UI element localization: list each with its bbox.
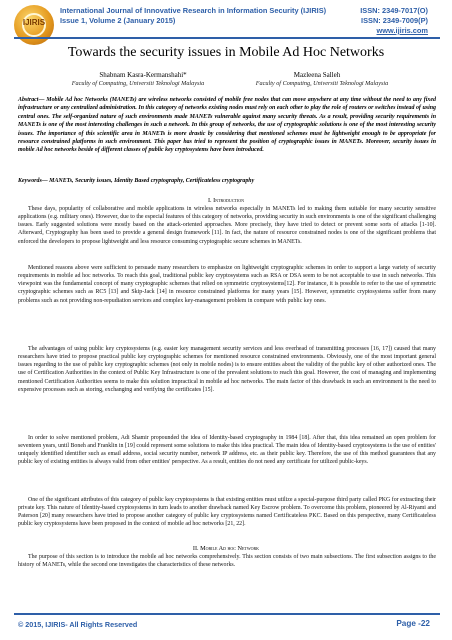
author-affiliation-1: Faculty of Computing, Universiti Teknologi Malaysia bbox=[71, 80, 205, 87]
page-footer bbox=[0, 613, 452, 640]
journal-name: International Journal of Innovative Research in Information Security (IJIRIS) bbox=[60, 6, 327, 15]
logo-text: IJIRIS bbox=[22, 18, 46, 27]
keywords: Keywords— MANETs, Security issues, Identity Based cryptography, Certificateless cryptography bbox=[18, 178, 255, 184]
journal-website-link[interactable]: www.ijiris.com bbox=[376, 26, 428, 35]
body-paragraph: One of the significant attributes of this category of public key cryptosystems is that existing entities must utilize a special-purpose third party called PKG for extracting their private key. This nature of Identity-based cryptosystems in turn leads to another drawback named Key Escrow problem. To overcome this problem, pioneered by Al-Riyami and Paterson [20] many researchers have tried to propose another category of public key cryptosystems named Certificateless PKC. Based on this perspective, many Certificateless public key cryptosystems have been proposed in the context of mobile ad hoc networks [21, 22]. bbox=[18, 497, 436, 528]
footer-divider bbox=[14, 613, 440, 615]
body-paragraph: In order to solve mentioned problem, Adi Shamir propounded the idea of Identity-based cryptography in 1984 [18]. After that, this idea remained an open problem for seventeen years, until Boneh and Franklin in [19] could represent some solutions to make this idea practical. The main idea of Identity-based cryptosystems is the use of entities' uniquely identified identifier such as email address, social security number, network IP address, etc. as their public key. Therefore, the use of this method guarantees that any public key of existing entities is always valid from other entities' perspective. As a result, entities do not need any certificate for utilized public-keys. bbox=[18, 435, 436, 466]
author-name-1: Shabnam Kasra-Kermanshahi* bbox=[99, 71, 187, 79]
abstract: Abstract— Mobile Ad hoc Networks (MANETs) are wireless networks consisted of mobile free nodes that can move anywhere at any time without the need to any fixed infrastructure or any centralized administration. In this category of networks existing nodes must rely on each other to play the role of routers or switches instead of using central ones. The self-organized nature of such environments made MANETs vulnerable against many security threats. As a result, providing security requirements in MANETs is one of the most interesting challenges in such a network. In this group of networks, the use of cryptographic solutions is one of the most interesting security issues. The importance of this scientific area in MANETs is more drastic by considering that mentioned schemes must be lightweight enough to be appropriate for resource constrained platforms in such environment. This paper has tried to represent the position of cryptographic issues in MANETs. Moreover, security issues in mobile Ad hoc networks beside of different classes of public key cryptosystems have been introduced. bbox=[18, 97, 436, 154]
section-heading-introduction: I. Introduction bbox=[207, 197, 245, 204]
body-paragraph: Mentioned reasons above were sufficient to persuade many researchers to emphasize on lightweight cryptographic schemes in order to support a large variety of security requirements in mobile ad hoc networks. To reach this goal, traditional public key cryptosystems such as RSA or DSA seem to be not acceptable to use in such networks. This viewpoint was the fundamental concept of many cryptographic schemes that relied on symmetric cryptosystems[12]. For instance, it is possible to refer to the use of symmetric cryptographic schemes such as RC5 [13] and Skip-Jack [14] in resource constrained platforms for many years [15]. However, symmetric cryptosystems suffer from many problems such as not providing non-repudiation services and complex key-management problem in compare with public key ones. bbox=[18, 265, 436, 304]
body-paragraph: The advantages of using public key cryptosystems (e.g. easier key management security services and less overhead of transmitting processes [16, 17]) caused that many researchers have tried to propose practical public key cryptographic schemes for mentioned resource constrained environments. Obviously, one of the most important general issues regarding to the use of public key cryptographic schemes (not only in mobile nodes) is to ensure entities about the validity of the public key of other authorized ones. The use of Certification Authorities in the context of Public Key Infrastructure is one of the prevalent solutions to reach this goal. However, the cost of managing and implementing mentioned Certification Authorities seems to make this solution impractical in mobile ad hoc networks. The main factor of this drawback in such an environment is the need to expensive processes such as storing, exchanging and verifying the certificates [15]. bbox=[18, 346, 436, 393]
issn-print: ISSN: 2349-7017(O) bbox=[360, 6, 428, 15]
author-affiliation-2: Faculty of Computing, Universiti Teknologi Malaysia bbox=[255, 80, 389, 87]
body-paragraph: These days, popularity of collaborative and mobile applications in wireless networks especially in MANETs led to making them suitable for many security sensitive applications (e.g. military ones). However, due to the especial features of this category of networks, providing security in such environments is one of the significant challenging issues. Early suggested solutions were mostly based on the attack-oriented approaches. More precisely, they have tried to detect or prevent some sorts of attacks [1-10]. Afterward, Cryptography has been used to provide a general design framework [11]. In fact, the nature of resource constrained nodes is one of the significant problems that enforced the developers to propose lightweight and less resource consuming cryptographic secure schemes in MANETs. bbox=[18, 206, 436, 245]
author-name-2: Mazleena Salleh bbox=[293, 71, 341, 79]
header-divider bbox=[14, 37, 440, 39]
page-number: Page -22 bbox=[396, 619, 430, 628]
journal-logo-icon bbox=[14, 5, 54, 45]
paper-title: Towards the security issues in Mobile Ad Hoc Networks bbox=[67, 45, 385, 60]
journal-issue: Issue 1, Volume 2 (January 2015) bbox=[60, 16, 176, 25]
issn-online: ISSN: 2349-7009(P) bbox=[361, 16, 428, 25]
section-heading-manet: II. Mobile Ad hoc Network bbox=[192, 545, 260, 552]
body-paragraph: The purpose of this section is to introduce the mobile ad hoc networks comprehensively. This section consists of two main subsections. The first subsection assigns to the history of MANETs, while the second one investigates the characteristics of these networks. bbox=[18, 554, 436, 569]
copyright-text: © 2015, IJIRIS- All Rights Reserved bbox=[18, 620, 138, 629]
